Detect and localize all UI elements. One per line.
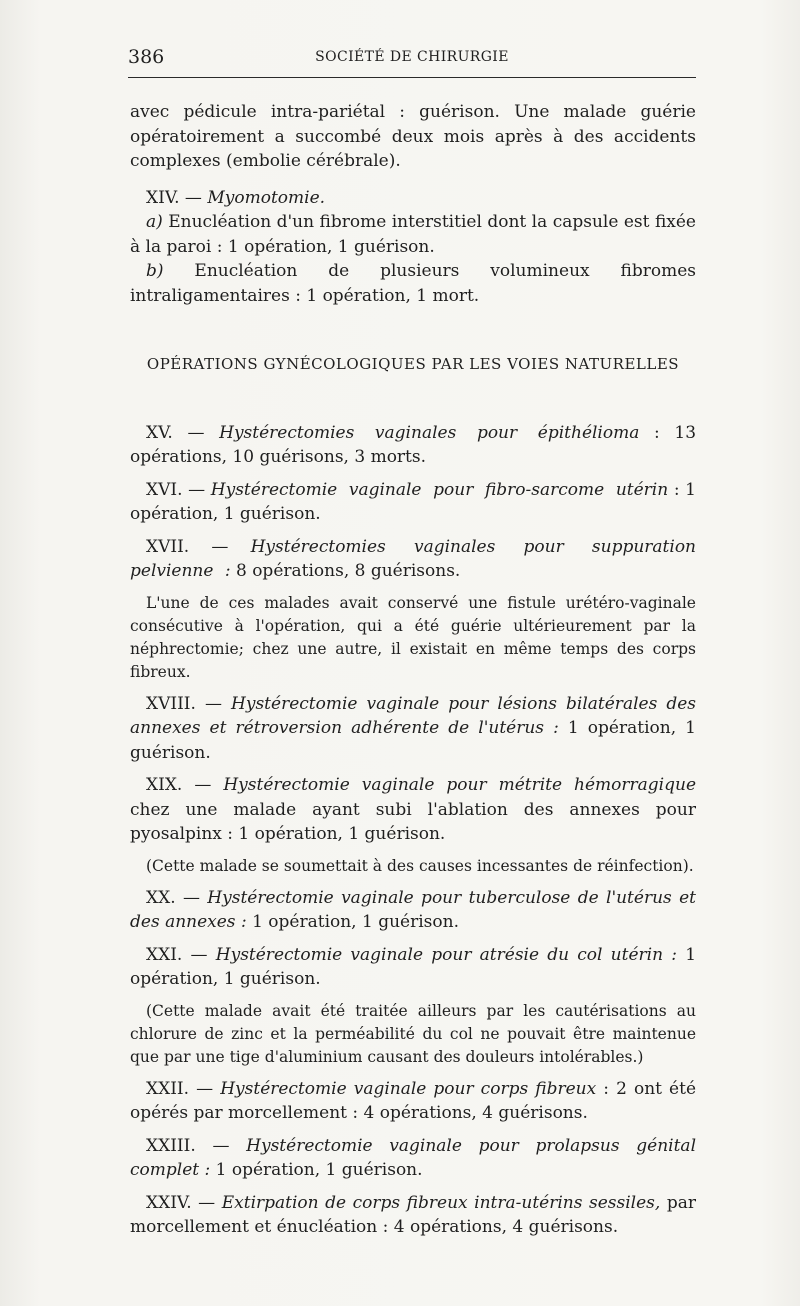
entry-xxi	[130, 943, 696, 992]
entry-title: Hystérectomie vaginale pour prolapsus génital complet :	[130, 1135, 697, 1180]
item-letter: a)	[146, 212, 163, 232]
entry-number: XXI. —	[146, 944, 208, 965]
entry-xix-note: (Cette malade se soumettait à des causes incessantes de réinfection).	[146, 856, 694, 875]
entry-text: 1 opération, 1 guérison.	[130, 718, 696, 763]
entry-xvii-note: L'une de ces malades avait conservé une fistule urétéro-vaginale consécutive à l'opération, qui a été guérie ultérieurement par la néphrectomie; chez une autre, il existait en même temps des corps fibreux.	[130, 593, 696, 681]
paragraph-continuation: avec pédicule intra-pariétal : guérison. Une malade guérie opératoirement a succombé deux mois après à des accidents complexes (embolie cérébrale).	[130, 102, 696, 171]
entry-xxiii	[130, 1134, 696, 1183]
entry-number: XV. —	[146, 422, 205, 443]
entry-xvii	[130, 535, 696, 584]
entry-title: Myomotomie.	[207, 187, 326, 208]
entry-title: Hystérectomie vaginale pour tuberculose de l'utérus et des annexes :	[130, 887, 696, 932]
entry-number: XXIV. —	[146, 1192, 216, 1213]
entry-number: XIV. —	[146, 187, 202, 208]
entry-xv	[130, 421, 696, 470]
entry-text: 1 opération, 1 guérison.	[210, 1160, 423, 1180]
entry-text: : 2 ont été opérés par morcellement : 4 opérations, 4 guérisons.	[130, 1078, 696, 1123]
entry-xix	[130, 773, 696, 847]
entry-title: Hystérectomie vaginale pour métrite hémorragique	[223, 775, 696, 795]
entry-xvi	[130, 478, 696, 527]
page-number: 386	[128, 46, 165, 68]
entry-xxiv	[130, 1191, 696, 1240]
entry-title: Hystérectomie vaginale pour atrésie du col utérin :	[215, 944, 677, 965]
entry-number: XXIII. —	[146, 1135, 230, 1156]
entry-text: 8 opérations, 8 guérisons.	[230, 561, 461, 581]
item-letter: b)	[146, 261, 164, 281]
entry-title: Hystérectomies vaginales pour épithélioma	[219, 422, 640, 443]
entry-xiv	[130, 186, 696, 211]
entry-text: 1 opération, 1 guérison.	[246, 912, 459, 932]
entry-number: XX. —	[146, 887, 200, 908]
entry-xxi-note: (Cette malade avait été traitée ailleurs par les cautérisations au chlorure de zinc et la perméabilité du col ne pouvait être maintenue que par une tige d'aluminium causant des douleurs intolérables.)	[130, 1001, 696, 1066]
entry-xxii	[130, 1077, 696, 1126]
entry-text: : 1 opération, 1 guérison.	[130, 479, 696, 524]
item-text: Enucléation d'un fibrome interstitiel dont la capsule est fixée à la paroi : 1 opération, 1 guérison.	[130, 212, 696, 257]
entry-title: Hystérectomies vaginales pour suppuration pelvienne :	[130, 536, 697, 581]
running-title: SOCIÉTÉ DE CHIRURGIE	[315, 49, 509, 65]
entry-text: par morcellement et énucléation : 4 opérations, 4 guérisons.	[130, 1192, 696, 1237]
item-text: Enucléation de plusieurs volumineux fibromes intraligamentaires : 1 opération, 1 mort.	[130, 261, 696, 306]
entry-xiv-a	[130, 210, 696, 259]
entry-number: XVIII. —	[146, 693, 222, 714]
entry-title: Hystérectomie vaginale pour lésions bilatérales des annexes et rétroversion adhérente de l'utérus :	[130, 693, 697, 738]
entry-xiv-b	[130, 259, 696, 308]
entry-text: : 13 opérations, 10 guérisons, 3 morts.	[130, 422, 697, 467]
entry-title: Hystérectomie vaginale pour fibro-sarcome utérin	[210, 479, 669, 500]
section-title: OPÉRATIONS GYNÉCOLOGIQUES PAR LES VOIES NATURELLES	[146, 355, 680, 373]
entry-number: XVI. —	[146, 479, 206, 500]
header-rule	[128, 77, 696, 78]
entry-xx	[130, 886, 696, 935]
entry-number: XVII. —	[146, 536, 229, 557]
entry-text: chez une malade ayant subi l'ablation des annexes pour pyosalpinx : 1 opération, 1 guérison.	[130, 799, 696, 844]
entry-text: 1 opération, 1 guérison.	[130, 944, 697, 989]
entry-title: Extirpation de corps fibreux intra-utérins sessiles,	[221, 1192, 661, 1213]
entry-number: XIX. —	[146, 775, 212, 795]
entry-title: Hystérectomie vaginale pour corps fibreux	[220, 1078, 597, 1099]
entry-xviii	[130, 692, 696, 766]
entry-number: XXII. —	[146, 1078, 214, 1099]
body-text	[130, 100, 696, 1240]
page-header	[128, 46, 696, 70]
